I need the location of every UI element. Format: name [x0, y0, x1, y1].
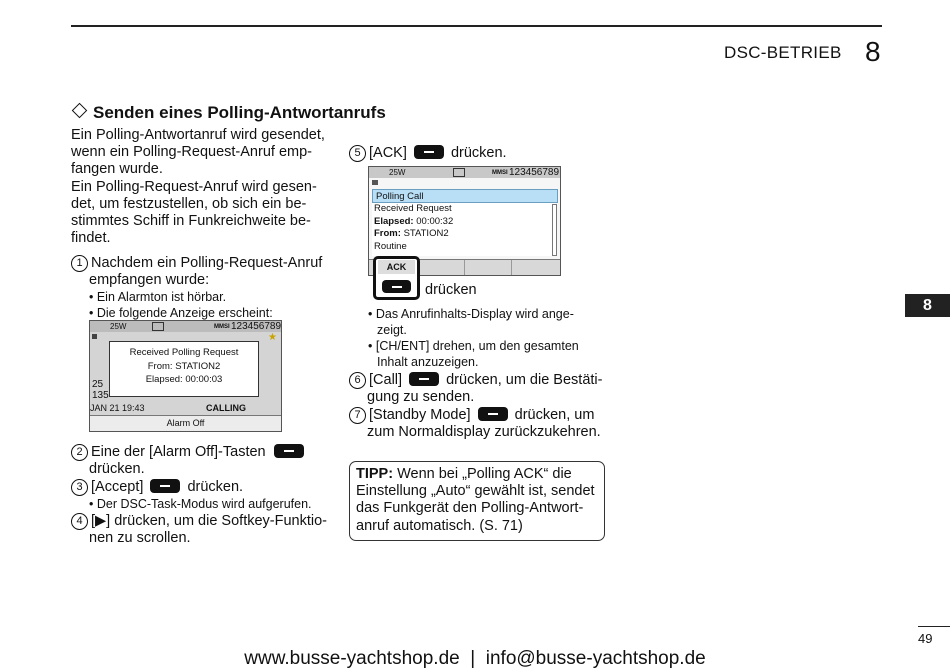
intro-line: fangen wurde. — [71, 161, 163, 178]
chapter-number: 8 — [865, 36, 881, 67]
step-text: zum Normaldisplay zurückzukehren. — [367, 424, 601, 441]
polling-call-title: Polling Call — [372, 189, 558, 203]
intro-line: wenn ein Polling-Request-Anruf emp- — [71, 144, 312, 161]
bullet-item: • Ein Alarmton ist hörbar. — [89, 290, 227, 304]
from-label: From: — [374, 228, 401, 240]
header-rule — [71, 25, 882, 27]
step-6 — [349, 372, 602, 406]
popup-line: Elapsed: 00:00:03 — [145, 374, 223, 385]
softkey-slot[interactable] — [417, 260, 465, 276]
calling-status: CALLING — [206, 403, 246, 413]
step-text: [Standby Mode] — [369, 407, 471, 423]
ack-softkey[interactable]: ACK — [378, 260, 415, 274]
intro-line: Ein Polling-Request-Anruf wird gesen- — [71, 178, 317, 195]
tip-text: anruf automatisch. (S. 71) — [356, 517, 523, 534]
step-text: drücken, um die Bestäti- — [446, 372, 603, 388]
envelope-icon — [453, 168, 465, 177]
popup-line: Received Polling Request — [129, 347, 239, 358]
mmsi-number: 123456789 — [509, 167, 560, 178]
content-row — [374, 216, 556, 229]
step-number: 2 — [71, 444, 88, 461]
step-5-bullets — [368, 306, 579, 370]
step-5 — [349, 145, 507, 162]
elapsed-label: Elapsed: — [374, 215, 414, 227]
polling-request-popup — [109, 341, 259, 397]
step-text: nen zu scrollen. — [89, 530, 191, 547]
footer-contact: www.busse-yachtshop.de | info@busse-yachtshop.de — [244, 648, 706, 669]
bullet-item: zeigt. — [377, 323, 407, 337]
elapsed-value: 00:00:32 — [416, 215, 454, 227]
section-heading — [71, 103, 386, 123]
chapter-tab: 8 — [905, 294, 950, 317]
step-text: Nachdem ein Polling-Request-Anruf — [91, 255, 323, 271]
step-number: 7 — [349, 407, 366, 424]
step-4 — [71, 513, 327, 547]
power-indicator: 25W — [110, 322, 127, 331]
from-value: STATION2 — [403, 228, 449, 240]
channel-number: 25 — [92, 379, 104, 390]
ack-callout — [373, 256, 420, 300]
tip-text: Wenn bei „Polling ACK“ die — [397, 466, 572, 482]
step-text: [Accept] — [91, 479, 144, 495]
step-number: 4 — [71, 513, 88, 530]
softkey-button-icon — [478, 407, 508, 421]
step-2 — [71, 444, 304, 478]
step-text: drücken, um — [514, 407, 595, 423]
tip-text: das Funkgerät den Polling-Antwort- — [356, 500, 584, 517]
content-row: Received Request — [374, 203, 452, 214]
mmsi-number: 123456789 — [231, 321, 282, 332]
envelope-icon — [152, 322, 164, 331]
page-number-rule — [918, 626, 950, 627]
frequency-value: 135 — [92, 390, 109, 401]
step-3 — [71, 479, 243, 496]
step-text: [▶] drücken, um die Softkey-Funktio- — [91, 513, 327, 529]
step-text: drücken. — [187, 479, 244, 495]
step-text: [Call] — [369, 372, 403, 388]
step-text: [ACK] — [369, 145, 407, 161]
section-heading-text: Senden eines Polling-Antwortanrufs — [93, 103, 386, 122]
mmsi-label: MMSI — [492, 170, 508, 176]
intro-line: stimmtes Schiff in Funkreichweite be- — [71, 213, 311, 230]
softkey-slot[interactable] — [511, 260, 560, 276]
date-time: JAN 21 19:43 — [90, 403, 145, 413]
tip-text: Einstellung „Auto“ gewählt ist, sendet — [356, 483, 595, 500]
radio-display-alarm — [89, 320, 282, 432]
softkey-slot[interactable] — [464, 260, 512, 276]
alarm-off-softkey[interactable]: Alarm Off — [90, 415, 281, 432]
call-content-list — [372, 203, 556, 256]
press-label: drücken — [425, 282, 477, 298]
tip-box — [349, 461, 605, 541]
step-text: gung zu senden. — [367, 389, 475, 406]
channel-icon — [372, 180, 378, 185]
step-number: 1 — [71, 255, 88, 272]
step-text: drücken. — [450, 145, 507, 161]
intro-line: findet. — [71, 230, 111, 247]
step-text: drücken. — [89, 461, 145, 478]
softkey-button-icon — [150, 479, 180, 493]
scrollbar[interactable] — [552, 204, 557, 256]
content-row: Routine — [374, 240, 407, 252]
tip-label: TIPP: — [356, 466, 394, 482]
intro-line: det, um festzustellen, ob sich ein be- — [71, 195, 307, 212]
softkey-button-icon — [382, 280, 411, 293]
page-number: 49 — [918, 631, 933, 646]
step-text: empfangen wurde: — [89, 272, 210, 289]
step-number: 3 — [71, 479, 88, 496]
bullet-item: • Der DSC-Task-Modus wird aufgerufen. — [89, 497, 312, 511]
softkey-button-icon — [414, 145, 444, 159]
bullet-item: • Das Anrufinhalts-Display wird ange- — [368, 307, 574, 321]
step-7 — [349, 407, 601, 441]
softkey-button-icon — [409, 372, 439, 386]
content-row — [374, 228, 556, 241]
channel-icon — [92, 334, 97, 339]
bullet-item: • [CH/ENT] drehen, um den gesamten — [368, 339, 579, 353]
diamond-icon — [72, 103, 88, 119]
popup-line: From: STATION2 — [147, 360, 221, 372]
step-text: Eine der [Alarm Off]-Tasten — [91, 444, 266, 460]
step-1-bullets — [89, 289, 273, 321]
power-indicator: 25W — [389, 168, 406, 177]
step-1 — [71, 255, 322, 289]
step-number: 5 — [349, 145, 366, 162]
bullet-item: • Die folgende Anzeige erscheint: — [89, 306, 273, 320]
intro-paragraph — [71, 127, 325, 247]
mmsi-label: MMSI — [214, 324, 230, 330]
step-number: 6 — [349, 372, 366, 389]
star-icon: ★ — [268, 332, 277, 343]
section-title: DSC-BETRIEB — [724, 43, 842, 62]
softkey-button-icon — [274, 444, 304, 458]
bullet-item: Inhalt anzuzeigen. — [377, 355, 479, 369]
intro-line: Ein Polling-Antwortanruf wird gesendet, — [71, 127, 325, 143]
